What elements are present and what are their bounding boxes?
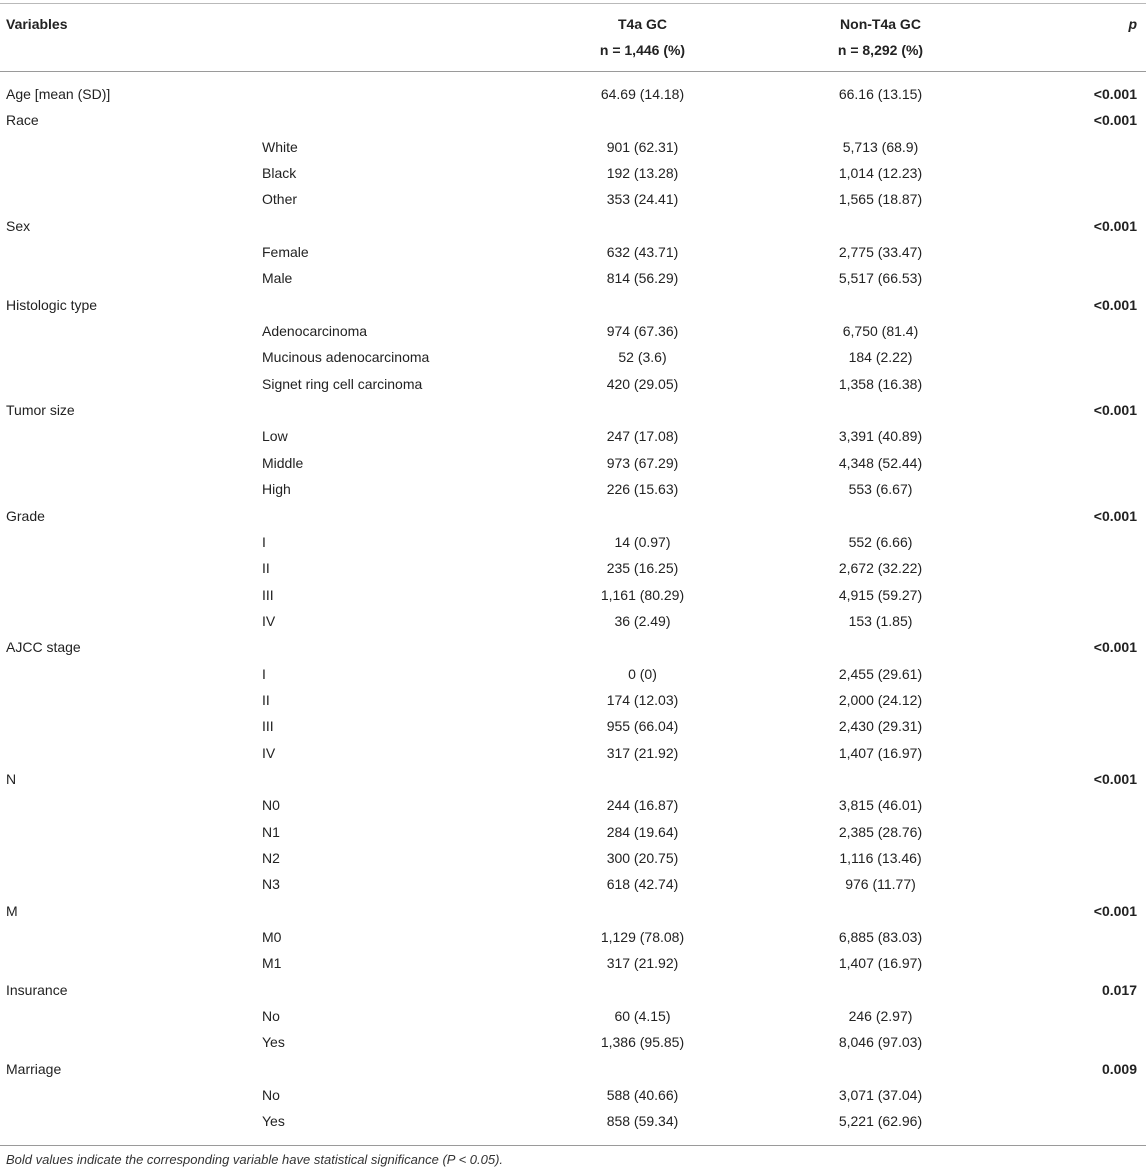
- cell-subgroup: White: [262, 138, 298, 155]
- table-row: [0, 503, 1146, 529]
- table-row: [0, 160, 1146, 186]
- cell-subgroup: N3: [262, 876, 280, 893]
- cell-non-t4a-value: 553 (6.67): [848, 481, 913, 498]
- cell-t4a-value: 901 (62.31): [606, 138, 679, 155]
- cell-t4a-value: 973 (67.29): [606, 454, 679, 471]
- header-rule: [0, 71, 1146, 72]
- cell-t4a-value: 588 (40.66): [606, 1087, 679, 1104]
- cell-subgroup: III: [262, 586, 274, 603]
- table-row: [0, 265, 1146, 291]
- table-row: [0, 582, 1146, 608]
- cell-t4a-value: 64.69 (14.18): [600, 86, 685, 102]
- table-row: [0, 81, 1146, 107]
- table-row: [0, 239, 1146, 265]
- table-row: [0, 740, 1146, 766]
- cell-t4a-value: 226 (15.63): [606, 481, 679, 498]
- cell-subgroup: Male: [262, 270, 293, 287]
- table-row: [0, 1029, 1146, 1055]
- cell-subgroup: Black: [262, 165, 297, 182]
- table-row: [0, 186, 1146, 212]
- cell-subgroup: M1: [262, 955, 282, 972]
- cell-p-value: <0.001: [1093, 86, 1137, 102]
- cell-non-t4a-value: 184 (2.22): [848, 349, 913, 366]
- cell-variable: Histologic type: [6, 296, 98, 313]
- cell-t4a-value: 632 (43.71): [606, 244, 679, 261]
- cell-p-value: <0.001: [1093, 770, 1137, 787]
- cell-t4a-value: 1,161 (80.29): [600, 586, 685, 603]
- cell-t4a-value: 317 (21.92): [606, 955, 679, 972]
- cell-t4a-value: 247 (17.08): [606, 428, 679, 445]
- table-row: [0, 450, 1146, 476]
- cell-non-t4a-value: 153 (1.85): [848, 612, 913, 629]
- cell-subgroup: IV: [262, 612, 276, 629]
- cell-subgroup: Mucinous adenocarcinoma: [262, 349, 430, 366]
- cell-subgroup: I: [262, 665, 266, 682]
- cell-non-t4a-value: 1,116 (13.46): [839, 849, 922, 866]
- cell-variable: M: [6, 902, 18, 919]
- cell-non-t4a-value: 976 (11.77): [845, 876, 916, 893]
- cell-subgroup: Adenocarcinoma: [262, 323, 368, 340]
- cell-subgroup: III: [262, 718, 274, 735]
- table-row: [0, 871, 1146, 897]
- table-row: [0, 766, 1146, 792]
- cell-variable: N: [6, 770, 17, 787]
- cell-subgroup: No: [262, 1008, 280, 1025]
- cell-non-t4a-value: 5,221 (62.96): [838, 1113, 923, 1130]
- cell-t4a-value: 858 (59.34): [606, 1113, 679, 1130]
- cell-variable: Marriage: [6, 1060, 62, 1077]
- header-variables: Variables: [6, 16, 68, 32]
- cell-variable: Age [mean (SD)]: [6, 86, 111, 102]
- cell-variable: Race: [6, 112, 39, 129]
- cell-t4a-value: 0 (0): [628, 665, 657, 682]
- table-row: [0, 687, 1146, 713]
- cell-t4a-value: 174 (12.03): [606, 691, 679, 708]
- cell-t4a-value: 1,129 (78.08): [600, 929, 685, 945]
- cell-non-t4a-value: 1,565 (18.87): [838, 191, 923, 208]
- cell-p-value: <0.001: [1093, 402, 1137, 419]
- cell-subgroup: M0: [262, 929, 282, 945]
- cell-t4a-value: 52 (3.6): [618, 349, 667, 366]
- table-bottom-rule: [0, 1145, 1146, 1146]
- table-row: [0, 845, 1146, 871]
- table-row: [0, 371, 1146, 397]
- cell-non-t4a-value: 2,455 (29.61): [838, 665, 923, 682]
- cell-variable: Insurance: [6, 981, 68, 998]
- table-row: [0, 1082, 1146, 1108]
- header-p: p: [1128, 16, 1137, 32]
- cell-p-value: <0.001: [1093, 902, 1137, 919]
- cell-variable: AJCC stage: [6, 639, 81, 656]
- table-row: [0, 898, 1146, 924]
- cell-t4a-value: 192 (13.28): [606, 165, 679, 182]
- table-row: [0, 397, 1146, 423]
- table-row: [0, 608, 1146, 634]
- cell-t4a-value: 235 (16.25): [606, 560, 679, 577]
- cell-t4a-value: 1,386 (95.85): [600, 1034, 685, 1051]
- cell-non-t4a-value: 3,391 (40.89): [838, 428, 923, 445]
- cell-p-value: <0.001: [1093, 507, 1137, 524]
- table-row: [0, 344, 1146, 370]
- cell-non-t4a-value: 1,407 (16.97): [838, 744, 923, 761]
- cell-subgroup: II: [262, 691, 270, 708]
- table-row: [0, 134, 1146, 160]
- cell-t4a-value: 300 (20.75): [606, 849, 679, 866]
- cell-t4a-value: 814 (56.29): [606, 270, 679, 287]
- cell-non-t4a-value: 2,000 (24.12): [838, 691, 923, 708]
- cell-subgroup: Female: [262, 244, 309, 261]
- table-row: [0, 924, 1146, 950]
- cell-subgroup: Yes: [262, 1113, 285, 1130]
- cell-subgroup: N1: [262, 823, 280, 840]
- cell-subgroup: I: [262, 533, 266, 550]
- cell-p-value: <0.001: [1093, 296, 1137, 313]
- cell-variable: Sex: [6, 217, 31, 234]
- cell-subgroup: Signet ring cell carcinoma: [262, 375, 423, 392]
- table-row: [0, 713, 1146, 739]
- cell-non-t4a-value: 4,348 (52.44): [838, 454, 923, 471]
- cell-non-t4a-value: 3,071 (37.04): [838, 1087, 923, 1104]
- header-non-t4a-title: Non-T4a GC: [840, 16, 921, 32]
- header-t4a-n: n = 1,446 (%): [599, 42, 686, 58]
- table-row: [0, 792, 1146, 818]
- cell-subgroup: II: [262, 560, 270, 577]
- table-row: [0, 661, 1146, 687]
- cell-t4a-value: 284 (19.64): [606, 823, 679, 840]
- cell-non-t4a-value: 4,915 (59.27): [838, 586, 923, 603]
- cell-subgroup: Other: [262, 191, 298, 208]
- cell-non-t4a-value: 6,750 (81.4): [842, 323, 919, 340]
- table-row: [0, 213, 1146, 239]
- cell-t4a-value: 955 (66.04): [606, 718, 679, 735]
- cell-subgroup: Middle: [262, 454, 304, 471]
- cell-p-value: 0.009: [1101, 1060, 1137, 1077]
- cell-t4a-value: 244 (16.87): [606, 797, 679, 814]
- cell-non-t4a-value: 2,672 (32.22): [838, 560, 923, 577]
- cell-p-value: <0.001: [1093, 217, 1137, 234]
- cell-non-t4a-value: 3,815 (46.01): [838, 797, 923, 814]
- table-body: [0, 81, 1146, 1135]
- cell-subgroup: High: [262, 481, 291, 498]
- cell-non-t4a-value: 1,014 (12.23): [838, 165, 923, 182]
- table-row: [0, 1003, 1146, 1029]
- cell-non-t4a-value: 246 (2.97): [848, 1008, 913, 1025]
- cell-p-value: 0.017: [1101, 981, 1137, 998]
- cell-t4a-value: 353 (24.41): [606, 191, 679, 208]
- table-header: [0, 4, 1146, 71]
- table-row: [0, 555, 1146, 581]
- cell-non-t4a-value: 2,775 (33.47): [838, 244, 923, 261]
- table-row: [0, 529, 1146, 555]
- cell-variable: Tumor size: [6, 402, 75, 419]
- table-row: [0, 107, 1146, 133]
- table-row: [0, 634, 1146, 660]
- cell-t4a-value: 618 (42.74): [606, 876, 679, 893]
- header-non-t4a-n: n = 8,292 (%): [837, 42, 924, 58]
- cell-non-t4a-value: 2,430 (29.31): [838, 718, 923, 735]
- cell-non-t4a-value: 5,713 (68.9): [842, 138, 919, 155]
- cell-variable: Grade: [6, 507, 45, 524]
- cell-p-value: <0.001: [1093, 112, 1137, 129]
- cell-non-t4a-value: 8,046 (97.03): [838, 1034, 923, 1051]
- cell-non-t4a-value: 1,407 (16.97): [838, 955, 923, 972]
- cell-non-t4a-value: 5,517 (66.53): [838, 270, 923, 287]
- table-row: [0, 1108, 1146, 1134]
- cell-t4a-value: 14 (0.97): [614, 533, 671, 550]
- cell-subgroup: Low: [262, 428, 288, 445]
- cell-subgroup: IV: [262, 744, 276, 761]
- cell-non-t4a-value: 552 (6.66): [848, 533, 913, 550]
- cell-t4a-value: 420 (29.05): [606, 375, 679, 392]
- cell-non-t4a-value: 66.16 (13.15): [838, 86, 923, 102]
- table-row: [0, 1056, 1146, 1082]
- header-t4a-title: T4a GC: [617, 16, 667, 32]
- table-row: [0, 318, 1146, 344]
- table-row: [0, 950, 1146, 976]
- cell-t4a-value: 36 (2.49): [614, 612, 671, 629]
- table-row: [0, 476, 1146, 502]
- cell-non-t4a-value: 1,358 (16.38): [838, 375, 923, 392]
- table-row: [0, 292, 1146, 318]
- cell-non-t4a-value: 2,385 (28.76): [838, 823, 923, 840]
- cell-t4a-value: 60 (4.15): [614, 1008, 671, 1025]
- cell-subgroup: Yes: [262, 1034, 285, 1051]
- table-footnote: Bold values indicate the corresponding variable have statistical significance (P < 0.05).: [6, 1152, 504, 1167]
- table-row: [0, 819, 1146, 845]
- cell-t4a-value: 974 (67.36): [606, 323, 679, 340]
- cell-non-t4a-value: 6,885 (83.03): [838, 929, 923, 945]
- table-row: [0, 423, 1146, 449]
- cell-subgroup: No: [262, 1087, 280, 1104]
- cell-t4a-value: 317 (21.92): [606, 744, 679, 761]
- cell-p-value: <0.001: [1093, 639, 1137, 656]
- table-row: [0, 977, 1146, 1003]
- cell-subgroup: N0: [262, 797, 280, 814]
- cell-subgroup: N2: [262, 849, 280, 866]
